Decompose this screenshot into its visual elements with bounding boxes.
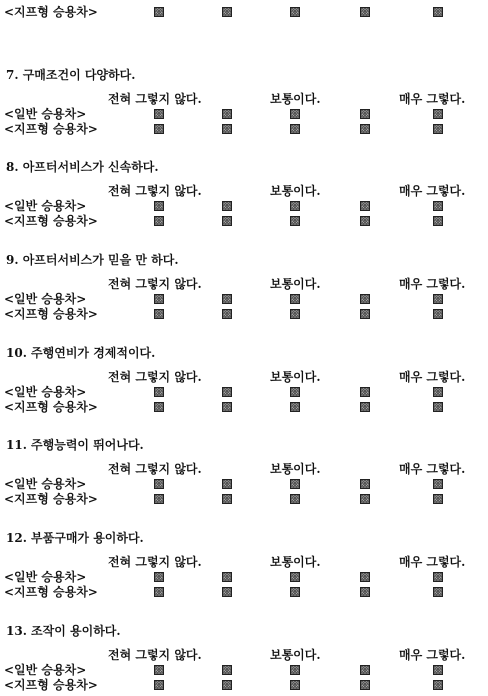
checkbox-option-2[interactable] (222, 665, 232, 675)
checkbox-option-3[interactable] (290, 216, 300, 226)
answer-row-jeep-prev (0, 4, 488, 20)
scale-header (0, 91, 488, 107)
scale-mid-label: 보통이다. (270, 648, 321, 662)
checkbox-option-1[interactable] (154, 572, 164, 582)
checkbox-option-1[interactable] (154, 109, 164, 119)
scale-header (0, 461, 488, 477)
checkbox-option-3[interactable] (290, 124, 300, 134)
answer-row-general (0, 198, 488, 214)
checkbox-option-2[interactable] (222, 309, 232, 319)
checkbox-option-4[interactable] (360, 479, 370, 489)
scale-header (0, 647, 488, 663)
car-type-label: <일반 승용차> (4, 107, 87, 121)
checkbox-option-3[interactable] (290, 387, 300, 397)
car-type-label: <일반 승용차> (4, 477, 87, 491)
checkbox-option-3[interactable] (290, 294, 300, 304)
answer-row-general (0, 569, 488, 585)
scale-high-label: 매우 그렇다. (399, 555, 466, 569)
checkbox-option-3[interactable] (290, 665, 300, 675)
question-label: 13. 조작이 용이하다. (6, 624, 121, 638)
car-type-label: <지프형 승용차> (4, 307, 98, 321)
answer-row-jeep (0, 677, 488, 693)
scale-low-label: 전혀 그렇지 않다. (108, 92, 202, 106)
question-title (0, 345, 488, 361)
checkbox-option-1[interactable] (154, 402, 164, 412)
checkbox-option-4[interactable] (360, 309, 370, 319)
checkbox-option-2[interactable] (222, 216, 232, 226)
checkbox-option-1[interactable] (154, 587, 164, 597)
answer-row-general (0, 291, 488, 307)
checkbox-option-2[interactable] (222, 572, 232, 582)
checkbox-option-3[interactable] (290, 402, 300, 412)
answer-row-jeep (0, 399, 488, 415)
question-label: 9. 아프터서비스가 믿을 만 하다. (6, 253, 179, 267)
answer-row-jeep (0, 491, 488, 507)
checkbox-option-5[interactable] (433, 587, 443, 597)
checkbox-option-1[interactable] (154, 680, 164, 690)
checkbox-option-4[interactable] (360, 387, 370, 397)
scale-header (0, 183, 488, 199)
scale-high-label: 매우 그렇다. (399, 462, 466, 476)
checkbox-option-5[interactable] (433, 665, 443, 675)
answer-row-jeep (0, 584, 488, 600)
scale-low-label: 전혀 그렇지 않다. (108, 370, 202, 384)
checkbox-option-2[interactable] (222, 402, 232, 412)
answer-row-jeep (0, 306, 488, 322)
checkbox-option-4[interactable] (360, 402, 370, 412)
scale-mid-label: 보통이다. (270, 462, 321, 476)
checkbox-option-1[interactable] (154, 494, 164, 504)
checkbox-option-4[interactable] (360, 124, 370, 134)
checkbox-option-1[interactable] (154, 216, 164, 226)
scale-mid-label: 보통이다. (270, 370, 321, 384)
checkbox-option-3[interactable] (290, 479, 300, 489)
checkbox-option-4[interactable] (360, 665, 370, 675)
checkbox-option-4[interactable] (360, 680, 370, 690)
scale-high-label: 매우 그렇다. (399, 648, 466, 662)
question-label: 11. 주행능력이 뛰어나다. (6, 438, 144, 452)
checkbox-option-2[interactable] (222, 201, 232, 211)
car-type-label: <지프형 승용차> (4, 122, 98, 136)
checkbox-option-4[interactable] (360, 216, 370, 226)
checkbox-option-4[interactable] (360, 109, 370, 119)
checkbox-option-2[interactable] (222, 109, 232, 119)
checkbox-option-1[interactable] (154, 665, 164, 675)
checkbox-option-2[interactable] (222, 387, 232, 397)
scale-high-label: 매우 그렇다. (399, 184, 466, 198)
checkbox-option-5[interactable] (433, 572, 443, 582)
scale-low-label: 전혀 그렇지 않다. (108, 462, 202, 476)
answer-row-general (0, 384, 488, 400)
checkbox-option-5[interactable] (433, 680, 443, 690)
scale-low-label: 전혀 그렇지 않다. (108, 277, 202, 291)
checkbox-option-5[interactable] (433, 216, 443, 226)
checkbox-option-2[interactable] (222, 7, 232, 17)
checkbox-option-1[interactable] (154, 309, 164, 319)
checkbox-option-2[interactable] (222, 479, 232, 489)
car-type-label: <지프형 승용차> (4, 585, 98, 599)
checkbox-option-1[interactable] (154, 201, 164, 211)
scale-header (0, 276, 488, 292)
checkbox-option-5[interactable] (433, 387, 443, 397)
car-type-label: <지프형 승용차> (4, 492, 98, 506)
car-type-label: <일반 승용차> (4, 663, 87, 677)
checkbox-option-5[interactable] (433, 309, 443, 319)
scale-mid-label: 보통이다. (270, 277, 321, 291)
car-type-label: <일반 승용차> (4, 570, 87, 584)
scale-header (0, 554, 488, 570)
checkbox-option-4[interactable] (360, 201, 370, 211)
question-label: 10. 주행연비가 경제적이다. (6, 346, 156, 360)
question-label: 12. 부품구매가 용이하다. (6, 531, 144, 545)
checkbox-option-1[interactable] (154, 124, 164, 134)
answer-row-jeep (0, 213, 488, 229)
car-type-label: <지프형 승용차> (4, 678, 98, 692)
checkbox-option-2[interactable] (222, 680, 232, 690)
car-type-label: <지프형 승용차> (4, 214, 98, 228)
car-type-label: <지프형 승용차> (4, 5, 98, 19)
car-type-label: <일반 승용차> (4, 385, 87, 399)
scale-header (0, 369, 488, 385)
checkbox-option-5[interactable] (433, 294, 443, 304)
checkbox-option-3[interactable] (290, 680, 300, 690)
checkbox-option-4[interactable] (360, 294, 370, 304)
checkbox-option-2[interactable] (222, 587, 232, 597)
question-title (0, 437, 488, 453)
checkbox-option-4[interactable] (360, 572, 370, 582)
checkbox-option-5[interactable] (433, 109, 443, 119)
answer-row-general (0, 662, 488, 678)
question-title (0, 252, 488, 268)
checkbox-option-5[interactable] (433, 402, 443, 412)
car-type-label: <일반 승용차> (4, 199, 87, 213)
car-type-label: <지프형 승용차> (4, 400, 98, 414)
checkbox-option-3[interactable] (290, 572, 300, 582)
checkbox-option-4[interactable] (360, 7, 370, 17)
scale-low-label: 전혀 그렇지 않다. (108, 555, 202, 569)
question-title (0, 623, 488, 639)
checkbox-option-3[interactable] (290, 494, 300, 504)
scale-mid-label: 보통이다. (270, 184, 321, 198)
checkbox-option-5[interactable] (433, 7, 443, 17)
question-title (0, 159, 488, 175)
scale-high-label: 매우 그렇다. (399, 92, 466, 106)
scale-mid-label: 보통이다. (270, 92, 321, 106)
checkbox-option-5[interactable] (433, 124, 443, 134)
checkbox-option-2[interactable] (222, 494, 232, 504)
checkbox-option-5[interactable] (433, 494, 443, 504)
checkbox-option-5[interactable] (433, 479, 443, 489)
checkbox-option-1[interactable] (154, 479, 164, 489)
scale-high-label: 매우 그렇다. (399, 370, 466, 384)
checkbox-option-2[interactable] (222, 124, 232, 134)
question-title (0, 530, 488, 546)
checkbox-option-1[interactable] (154, 387, 164, 397)
answer-row-general (0, 106, 488, 122)
answer-row-general (0, 476, 488, 492)
question-label: 7. 구매조건이 다양하다. (6, 68, 136, 82)
car-type-label: <일반 승용차> (4, 292, 87, 306)
checkbox-option-4[interactable] (360, 587, 370, 597)
question-label: 8. 아프터서비스가 신속하다. (6, 160, 159, 174)
scale-low-label: 전혀 그렇지 않다. (108, 648, 202, 662)
answer-row-jeep (0, 121, 488, 137)
checkbox-option-3[interactable] (290, 587, 300, 597)
checkbox-option-3[interactable] (290, 201, 300, 211)
scale-low-label: 전혀 그렇지 않다. (108, 184, 202, 198)
scale-high-label: 매우 그렇다. (399, 277, 466, 291)
checkbox-option-5[interactable] (433, 201, 443, 211)
checkbox-option-3[interactable] (290, 109, 300, 119)
question-title (0, 67, 488, 83)
checkbox-option-1[interactable] (154, 7, 164, 17)
checkbox-option-4[interactable] (360, 494, 370, 504)
scale-mid-label: 보통이다. (270, 555, 321, 569)
checkbox-option-3[interactable] (290, 309, 300, 319)
checkbox-option-3[interactable] (290, 7, 300, 17)
checkbox-option-1[interactable] (154, 294, 164, 304)
checkbox-option-2[interactable] (222, 294, 232, 304)
